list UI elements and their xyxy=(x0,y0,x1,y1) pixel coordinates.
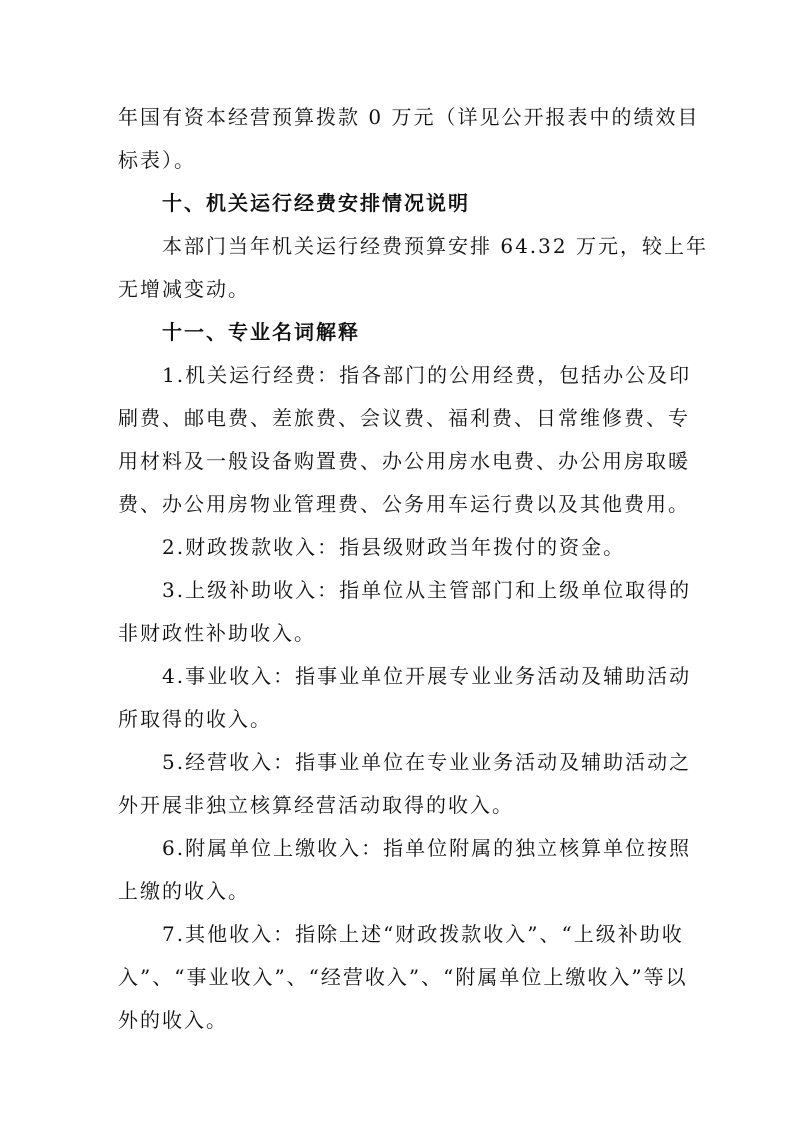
body-text-line: 年国有资本经营预算拨款 0 万元（详见公开报表中的绩效目 xyxy=(118,105,700,129)
definition-line: 7.其他收入：指除上述“财政拨款收入”、“上级补助收 xyxy=(162,922,684,946)
definition-line: 6.附属单位上缴收入：指单位附属的独立核算单位按照 xyxy=(162,836,692,860)
definition-line: 费、办公用房物业管理费、公务用车运行费以及其他费用。 xyxy=(118,492,690,516)
section-heading: 十一、专业名词解释 xyxy=(162,320,360,344)
paragraph-line: 无增减变动。 xyxy=(118,277,250,301)
definition-line: 1.机关运行经费：指各部门的公用经费，包括办公及印 xyxy=(162,363,692,387)
definition-line: 所取得的收入。 xyxy=(118,707,272,731)
definition-line: 外的收入。 xyxy=(118,1008,228,1032)
definition-line: 上缴的收入。 xyxy=(118,879,250,903)
definition-line: 用材料及一般设备购置费、办公用房水电费、办公用房取暖 xyxy=(118,449,690,473)
definition-line: 2.财政拨款收入：指县级财政当年拨付的资金。 xyxy=(162,535,626,559)
definition-line: 5.经营收入：指事业单位在专业业务活动及辅助活动之 xyxy=(162,750,692,774)
definition-line: 4.事业收入：指事业单位开展专业业务活动及辅助活动 xyxy=(162,664,692,688)
definition-line: 3.上级补助收入：指单位从主管部门和上级单位取得的 xyxy=(162,578,692,602)
definition-line: 刷费、邮电费、差旅费、会议费、福利费、日常维修费、专 xyxy=(118,406,690,430)
definition-line: 外开展非独立核算经营活动取得的收入。 xyxy=(118,793,514,817)
body-text-line: 标表）。 xyxy=(118,148,196,172)
definition-line: 入”、“事业收入”、“经营收入”、“附属单位上缴收入”等以 xyxy=(118,965,688,989)
paragraph-line: 本部门当年机关运行经费预算安排 64.32 万元，较上年 xyxy=(162,234,708,258)
section-heading: 十、机关运行经费安排情况说明 xyxy=(162,191,470,215)
definition-line: 非财政性补助收入。 xyxy=(118,621,316,645)
